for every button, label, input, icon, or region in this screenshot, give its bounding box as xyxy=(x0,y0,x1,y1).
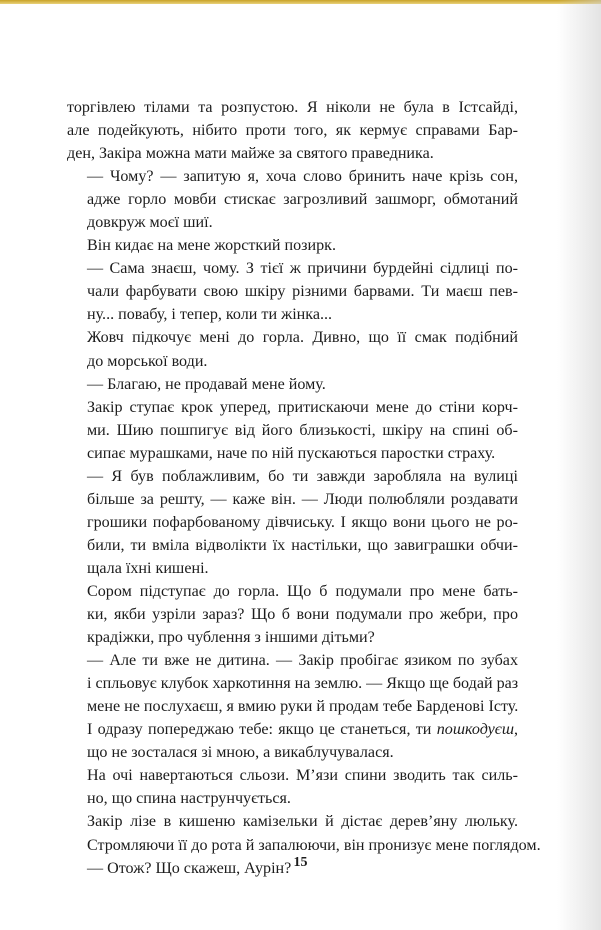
text-line: і спльовує клубок харкотиння на землю. — Якщо ще бодай раз xyxy=(87,675,519,693)
paragraph xyxy=(67,580,518,649)
paragraph xyxy=(67,326,518,372)
paragraph xyxy=(67,649,518,764)
text-line: сипає мурашками, наче по ній пускаються паростки страху. xyxy=(87,444,496,462)
page-number: 15 xyxy=(293,855,308,870)
text-line: били, ти вміла відволікти їх настільки, що завиграшки обчи- xyxy=(87,536,518,554)
text-line: но, що спина наструнчується. xyxy=(87,790,291,808)
text-line: Він кидає на мене жорсткий позирк. xyxy=(87,237,336,255)
text-line: Жовч підкочує мені до горла. Дивно, що її смак подібний xyxy=(87,329,518,347)
text-line: — Благаю, не продавай мене йому. xyxy=(87,375,326,393)
text-line: до морської води. xyxy=(87,352,208,370)
text-line: адже горло мовби стискає загрозливий зашморг, обмотаний xyxy=(87,191,518,209)
text-line: Закір лізе в кишеню камізельки й дістає дерев’яну люльку. xyxy=(87,813,518,831)
text-line: більше за решту, — каже він. — Люди полюбляли роздавати xyxy=(87,490,518,508)
paragraph xyxy=(67,465,518,580)
text-line: — Отож? Що скажеш, Аурін? xyxy=(87,859,292,877)
text-line: що не зосталася зі мною, а викаблучувалася. xyxy=(87,744,394,762)
text-line: І одразу попереджаю тебе: якщо це станеться, ти пошкодуєш, xyxy=(87,721,518,739)
text-line: але подейкують, нібито проти того, як кермує справами Бар- xyxy=(67,122,518,140)
text-line: щала їхні кишені. xyxy=(87,559,209,577)
paragraph xyxy=(67,373,518,396)
paragraph xyxy=(67,234,518,257)
text-line: довкруж моєї шиї. xyxy=(87,214,213,232)
paragraph xyxy=(67,257,518,326)
text-line: мене не послухаєш, я вмию руки й продам тебе Барденові Істу. xyxy=(87,698,519,716)
paragraph xyxy=(67,810,541,856)
body-text xyxy=(67,96,541,880)
paragraph xyxy=(67,764,518,810)
paragraph xyxy=(67,165,518,234)
text-line: — Сама знаєш, чому. З тієї ж причини бурдейні сідлиці по- xyxy=(87,260,518,278)
text-line: ну... повабу, і тепер, коли ти жінка... xyxy=(87,306,333,324)
text-line: крадіжки, про чублення з іншими дітьми? xyxy=(87,629,375,647)
text-line: На очі навертаються сльози. М’язи спини зводить так силь- xyxy=(87,767,518,785)
paragraph xyxy=(67,396,518,465)
page-edge-shadow xyxy=(557,0,601,930)
text-line: торгівлею тілами та розпустою. Я ніколи не була в Істсайді, xyxy=(67,99,518,116)
text-line: — Але ти вже не дитина. — Закір пробігає язиком по зубах xyxy=(87,652,518,670)
text-line: грошики пофарбованому дівчиську. І якщо вони цього не ро- xyxy=(87,513,518,531)
text-line: ми. Шию пошпигує від його близькості, шкіру на спині об- xyxy=(87,421,518,439)
paragraph xyxy=(67,96,518,165)
text-line: Стромляючи її до рота й запалюючи, він пронизує мене поглядом. xyxy=(87,836,541,854)
text-line: Закір ступає крок уперед, притискаючи мене до стіни корч- xyxy=(87,398,518,416)
text-line: чали фарбувати свою шкіру різними барвами. Ти маєш пев- xyxy=(87,283,518,301)
text-line: — Я був поблажливим, бо ти завжди заробляла на вулиці xyxy=(87,467,518,485)
text-line: — Чому? — запитую я, хоча слово бринить наче крізь сон, xyxy=(87,168,518,186)
text-line: ки, якби узріли зараз? Що б вони подумали про жебри, про xyxy=(87,606,518,624)
text-line: ден, Закіра можна мати майже за святого праведника. xyxy=(67,145,434,163)
text-line: Сором підступає до горла. Що б подумали про мене бать- xyxy=(87,582,518,600)
top-color-band xyxy=(0,0,601,4)
